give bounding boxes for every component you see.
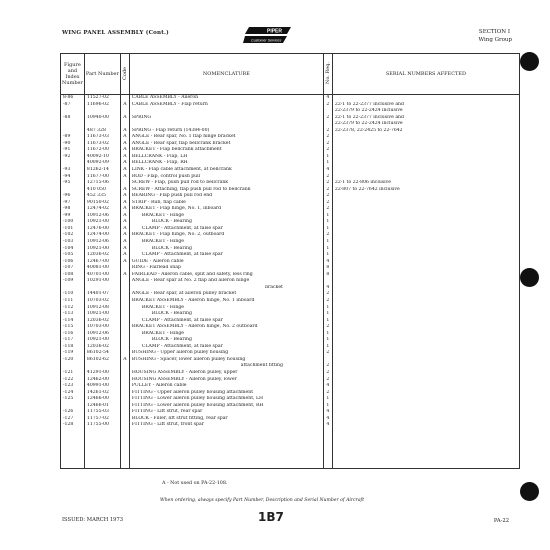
cell-figure: -119 [61, 350, 85, 357]
cell-figure: -116 [61, 331, 85, 338]
cell-figure: -105 [61, 252, 85, 259]
cell-figure: -114 [61, 318, 85, 325]
cell-figure: -101 [61, 226, 85, 233]
cell-part-number: 10921-00 [84, 337, 120, 344]
cell-nomenclature: CLAMP - Attachment, at false spar [129, 226, 323, 233]
cell-no-req: 2 [323, 147, 332, 154]
cell-figure: -102 [61, 232, 85, 239]
cell-no-req: 2 [323, 298, 332, 305]
cell-nomenclature: BRACKET - Hinge [129, 213, 323, 220]
cell-no-req: 1 [323, 318, 332, 325]
cell-part-number: 12474-02 [84, 206, 120, 213]
cell-nomenclature: STRIP - Rub, flap cable [129, 200, 323, 207]
cell-part-number: 12036-02 [84, 344, 120, 351]
cell-code: A [120, 193, 129, 200]
cell-figure: -99 [61, 213, 85, 220]
cell-no-req: 2 [323, 141, 332, 148]
cell-nomenclature: BRACKET - Flap hinge, No. 2, outboard [129, 232, 323, 239]
cell-figure: -120 [61, 357, 85, 364]
cell-no-req: 2 [323, 115, 332, 122]
cell-no-req: 2 [323, 370, 332, 377]
cell-part-number: 90150-02 [84, 200, 120, 207]
cell-figure: -127 [61, 416, 85, 423]
cell-part-number: 12474-00 [84, 232, 120, 239]
cell-no-req: 4 [323, 285, 332, 292]
cell-nomenclature: BUSHING - Spacer, lower aileron pulley housing [129, 357, 323, 364]
header-no-req [323, 54, 332, 95]
cell-figure: -103 [61, 239, 85, 246]
cell-figure: -108 [61, 272, 85, 279]
cell-no-req: 2 [323, 390, 332, 397]
cell-part-number: 10912-06 [84, 239, 120, 246]
cell-part-number: 40701-00 [84, 272, 120, 279]
cell-part-number: 11755-00 [84, 422, 120, 429]
cell-part-number: 12467-00 [84, 259, 120, 266]
cell-serial: 22-2378, 22-2425 to 22-7642 [332, 128, 519, 135]
cell-figure: -91 [61, 147, 85, 154]
cell-nomenclature: CLAMP - Attachment, at false spar [129, 252, 323, 259]
header-no-req-text: No. Req. [324, 62, 331, 84]
cell-part-number [84, 462, 120, 469]
header-code-text: Code [121, 66, 128, 80]
cell-no-req: 1 [323, 252, 332, 259]
cell-nomenclature: bracket [129, 285, 323, 292]
cell-serial: 22-1 to 22-2377 inclusive and [332, 115, 519, 122]
cell-figure: -115 [61, 324, 85, 331]
cell-nomenclature: BEARING - Flap push pull rod end [129, 193, 323, 200]
table-row [61, 95, 520, 102]
cell-part-number: 14401-07 [84, 291, 120, 298]
cell-code: A [120, 246, 129, 253]
cell-part-number: 12476-00 [84, 226, 120, 233]
cell-nomenclature: RING - Fairlead snap [129, 265, 323, 272]
cell-code: A [120, 102, 129, 109]
cell-nomenclature: FITTING - Lower aileron pulley housing attachment, RH [129, 403, 323, 410]
cell-part-number: 86102-54 [84, 350, 120, 357]
cell-code: A [120, 160, 129, 167]
cell-part-number: 10912-06 [84, 213, 120, 220]
cell-no-req: 4 [323, 95, 332, 102]
cell-nomenclature: CLAMP - Attachment, at false spar [129, 344, 323, 351]
cell-figure: -95 [61, 180, 85, 187]
table-header-row [61, 54, 520, 95]
cell-code: A [120, 134, 129, 141]
cell-serial: 22-2379 to 22-2424 inclusive [332, 108, 519, 115]
cell-nomenclature: FAIRLEAD - Aileron cable, split and safety, less ring [129, 272, 323, 279]
cell-part-number: 11677-00 [84, 174, 120, 181]
cell-nomenclature: FITTING - Lower aileron pulley housing attachment, LH [129, 396, 323, 403]
cell-figure: -110 [61, 291, 85, 298]
cell-serial: 22-1 to 22-2377 inclusive and [332, 102, 519, 109]
cell-nomenclature: BLOCK - Bearing [129, 337, 323, 344]
cell-part-number: 10703-02 [84, 298, 120, 305]
cell-figure: -90 [61, 141, 85, 148]
cell-nomenclature: SCREW - Attaching, flap push pull rod to bellcrank [129, 187, 323, 194]
cell-figure: -112 [61, 305, 85, 312]
cell-figure: -89 [61, 134, 85, 141]
cell-nomenclature: PULLEY - Aileron cable [129, 383, 323, 390]
cell-figure: -117 [61, 337, 85, 344]
cell-no-req: 2 [323, 350, 332, 357]
cell-nomenclature: BLOCK - Bearing [129, 246, 323, 253]
cell-part-number: 40092-09 [84, 160, 120, 167]
cell-nomenclature: HOUSING ASSEMBLY - Aileron pulley, lower [129, 377, 323, 384]
cell-part-number: 11672-00 [84, 147, 120, 154]
cell-part-number: 10912-08 [84, 305, 120, 312]
cell-no-req: 1 [323, 337, 332, 344]
cell-nomenclature: FITTING - Lift strut, rear spar [129, 409, 323, 416]
cell-no-req: 1 [323, 331, 332, 338]
cell-figure: -94 [61, 174, 85, 181]
cell-nomenclature: HOUSING ASSEMBLY - Aileron pulley, upper [129, 370, 323, 377]
model-label: PA-22 [493, 518, 509, 524]
cell-nomenclature: BLOCK - Bearing [129, 311, 323, 318]
cell-no-req: 1 [323, 305, 332, 312]
cell-serial: 22-2379 to 22-2424 inclusive [332, 121, 519, 128]
cell-part-number: 11673-02 [84, 141, 120, 148]
cell-part-number: 40991-00 [84, 383, 120, 390]
cell-no-req: 4 [323, 383, 332, 390]
cell-code: A [120, 200, 129, 207]
cell-part-number: 11755-03 [84, 409, 120, 416]
cell-no-req: 2 [323, 363, 332, 370]
section-label: SECTION I [478, 29, 510, 35]
cell-serial: 22-1 to 22-806 inclusive [332, 180, 519, 187]
cell-code: A [120, 357, 129, 364]
cell-figure: -93 [61, 167, 85, 174]
cell-code: A [120, 167, 129, 174]
cell-figure: -88 [61, 115, 85, 122]
cell-part-number: 40092-10 [84, 154, 120, 161]
cell-figure: -125 [61, 396, 85, 403]
cell-part-number: 10921-00 [84, 219, 120, 226]
cell-nomenclature: ANGLE - Rear spar at No. 2 flap and aileron hinge [129, 278, 323, 285]
cell-part-number: 81262-14 [84, 167, 120, 174]
cell-part-number: 10912-06 [84, 331, 120, 338]
cell-nomenclature: BRACKET ASSEMBLY - Aileron hinge, No. 2 outboard [129, 324, 323, 331]
cell-nomenclature: attachment fitting [129, 363, 323, 370]
cell-nomenclature: CABLE ASSEMBLY - Aileron [129, 95, 323, 102]
cell-nomenclature: ANGLE - Rear spar, flap bellcrank bracket [129, 141, 323, 148]
cell-no-req: 2 [323, 377, 332, 384]
group-label: Wing Group [478, 37, 512, 43]
cell-nomenclature: LINK - Flap cable attachment, at bellcrank [129, 167, 323, 174]
cell-no-req: 8 [323, 265, 332, 272]
cell-part-number: 11696-02 [84, 102, 120, 109]
cell-code: A [120, 141, 129, 148]
cell-code [120, 462, 129, 469]
cell-nomenclature: ROD - Flap, control push pull [129, 174, 323, 181]
cell-nomenclature: FITTING - Lift strut, front spar [129, 422, 323, 429]
cell-serial [332, 95, 519, 102]
cell-part-number: 10291-00 [84, 278, 120, 285]
cell-code: A [120, 128, 129, 135]
cell-code: A [120, 232, 129, 239]
cell-no-req: 2 [323, 291, 332, 298]
cell-no-req [323, 462, 332, 469]
cell-no-req: 1 [323, 160, 332, 167]
cell-code: A [120, 226, 129, 233]
cell-nomenclature: GUIDE - Aileron cable [129, 259, 323, 266]
cell-part-number: 452 335 [84, 193, 120, 200]
cell-code: A [120, 174, 129, 181]
cell-no-req: 4 [323, 167, 332, 174]
cell-no-req: 1 [323, 403, 332, 410]
cell-figure: -96 [61, 193, 85, 200]
cell-figure: -128 [61, 422, 85, 429]
cell-no-req: 2 [323, 193, 332, 200]
cell-part-number: 12036-02 [84, 318, 120, 325]
cell-part-number: 41291-00 [84, 370, 120, 377]
cell-no-req: 2 [323, 206, 332, 213]
cell-nomenclature: BLOCK - Filler, lift strut fitting, rear spar [129, 416, 323, 423]
cell-part-number: 12715-06 [84, 180, 120, 187]
cell-nomenclature: BELLCRANK - Flap, RH [129, 160, 323, 167]
cell-figure: -118 [61, 344, 85, 351]
cell-no-req: 2 [323, 187, 332, 194]
cell-figure: -100 [61, 219, 85, 226]
cell-nomenclature: SPRING [129, 115, 323, 122]
cell-no-req: 1 [323, 396, 332, 403]
cell-figure: 8-86 [61, 95, 85, 102]
cell-nomenclature: SPRING - Flap return (14384-00) [129, 128, 323, 135]
cell-no-req: 4 [323, 416, 332, 423]
cell-nomenclature: BRACKET - Hinge [129, 239, 323, 246]
cell-figure: -111 [61, 298, 85, 305]
cell-no-req: 2 [323, 102, 332, 109]
table-row [61, 462, 520, 469]
cell-serial: 22-807 to 22-7642 inclusive [332, 187, 519, 194]
cell-nomenclature [129, 462, 323, 469]
cell-no-req: 2 [323, 134, 332, 141]
cell-no-req: 2 [323, 174, 332, 181]
cell-figure: -113 [61, 311, 85, 318]
cell-nomenclature: BUSHING - Upper aileron pulley housing [129, 350, 323, 357]
cell-figure: -107 [61, 265, 85, 272]
cell-figure: -92 [61, 154, 85, 161]
cell-part-number: 410 050 [84, 187, 120, 194]
ordering-note: When ordering, always specify Part Number, Description and Serial Number of Aircraft [160, 498, 365, 503]
cell-code: A [120, 219, 129, 226]
cell-code: A [120, 115, 129, 122]
logo-bottom-text: Customer Services [251, 38, 282, 43]
cell-nomenclature: BRACKET - Flap hinge, No. 1, inboard [129, 206, 323, 213]
cell-part-number: 40081-00 [84, 265, 120, 272]
cell-nomenclature: ANGLE - Rear spar, No. 1 flap hinge bracket [129, 134, 323, 141]
cell-code: A [120, 147, 129, 154]
page-header-title: WING PANEL ASSEMBLY (Cont.) [62, 30, 169, 36]
cell-figure: -124 [61, 390, 85, 397]
page-code: 1B7 [258, 510, 284, 524]
binder-hole-top [520, 52, 539, 71]
cell-nomenclature: BELLCRANK - Flap, LH [129, 154, 323, 161]
cell-figure: -109 [61, 278, 85, 285]
cell-part-number: 12462-00 [84, 377, 120, 384]
cell-figure: -121 [61, 370, 85, 377]
cell-no-req: 1 [323, 219, 332, 226]
cell-no-req: 4 [323, 259, 332, 266]
cell-part-number: 11757-02 [84, 416, 120, 423]
cell-nomenclature: FITTING - Upper aileron pulley housing attachment [129, 390, 323, 397]
cell-no-req: 1 [323, 226, 332, 233]
cell-part-number: 12466-00 [84, 396, 120, 403]
cell-no-req: 4 [323, 422, 332, 429]
cell-no-req: 4 [323, 409, 332, 416]
cell-figure: -104 [61, 246, 85, 253]
cell-code: A [120, 154, 129, 161]
cell-no-req: 2 [323, 128, 332, 135]
cell-no-req: 2 [323, 200, 332, 207]
cell-code: A [120, 187, 129, 194]
cell-code: A [120, 206, 129, 213]
cell-no-req: 2 [323, 324, 332, 331]
cell-part-number: 12036-02 [84, 252, 120, 259]
header-nomenclature: NOMENCLATURE [129, 54, 323, 95]
cell-nomenclature: BRACKET ASSEMBLY - Aileron hinge, No. 1 inboard [129, 298, 323, 305]
cell-figure: -87 [61, 102, 85, 109]
cell-nomenclature: ANGLE - Rear spar, at aileron pulley bracket [129, 291, 323, 298]
cell-no-req: 1 [323, 344, 332, 351]
cell-code: A [120, 239, 129, 246]
cell-part-number: 12466-01 [84, 403, 120, 410]
cell-part-number: 10921-00 [84, 311, 120, 318]
parts-table [60, 53, 520, 469]
cell-part-number: 487 328 [84, 128, 120, 135]
cell-no-req: 1 [323, 239, 332, 246]
cell-figure: -97 [61, 200, 85, 207]
cell-no-req: 1 [323, 246, 332, 253]
header-figure: Figure and Index Number [61, 54, 85, 95]
binder-hole-bottom [520, 482, 539, 501]
cell-figure [61, 462, 85, 469]
cell-serial [332, 462, 519, 469]
cell-figure: -122 [61, 377, 85, 384]
cell-nomenclature: BRACKET - Hinge [129, 331, 323, 338]
header-code [120, 54, 129, 95]
cell-nomenclature: BRACKET - Hinge [129, 305, 323, 312]
cell-nomenclature: CLAMP - Attachment, at false spar [129, 318, 323, 325]
cell-no-req: 2 [323, 180, 332, 187]
cell-code: A [120, 259, 129, 266]
cell-nomenclature: BRACKET - Flap bellcrank attachment [129, 147, 323, 154]
cell-part-number: 14261-02 [84, 390, 120, 397]
piper-logo [243, 25, 293, 45]
cell-nomenclature: BLOCK - Bearing [129, 219, 323, 226]
cell-part-number: 11673-03 [84, 134, 120, 141]
footnote: A - Not used on PA-22-108. [162, 481, 228, 486]
cell-nomenclature: CABLE ASSEMBLY - Flap return [129, 102, 323, 109]
cell-code [120, 95, 129, 102]
cell-no-req: 8 [323, 272, 332, 279]
header-serial-numbers: SERIAL NUMBERS AFFECTED [332, 54, 519, 95]
cell-code: A [120, 272, 129, 279]
binder-hole-middle [520, 268, 539, 287]
cell-part-number: 10921-00 [84, 246, 120, 253]
cell-nomenclature: SCREW - Flap, push pull rod to bellcrank [129, 180, 323, 187]
cell-part-number: 11527-02 [84, 95, 120, 102]
header-part-number: Part Number [84, 54, 120, 95]
cell-figure: -126 [61, 409, 85, 416]
cell-figure: -123 [61, 383, 85, 390]
cell-no-req: 2 [323, 232, 332, 239]
cell-figure: -98 [61, 206, 85, 213]
cell-figure: -106 [61, 259, 85, 266]
cell-code: A [120, 252, 129, 259]
issued-date: ISSUED: MARCH 1973 [62, 517, 124, 523]
cell-no-req: 1 [323, 213, 332, 220]
cell-part-number: 86102-62 [84, 357, 120, 364]
cell-no-req: 1 [323, 154, 332, 161]
cell-code: A [120, 213, 129, 220]
cell-part-number: 10703-00 [84, 324, 120, 331]
logo-top-text: PIPER [267, 28, 283, 35]
cell-part-number: 10940-00 [84, 115, 120, 122]
cell-no-req: 1 [323, 311, 332, 318]
